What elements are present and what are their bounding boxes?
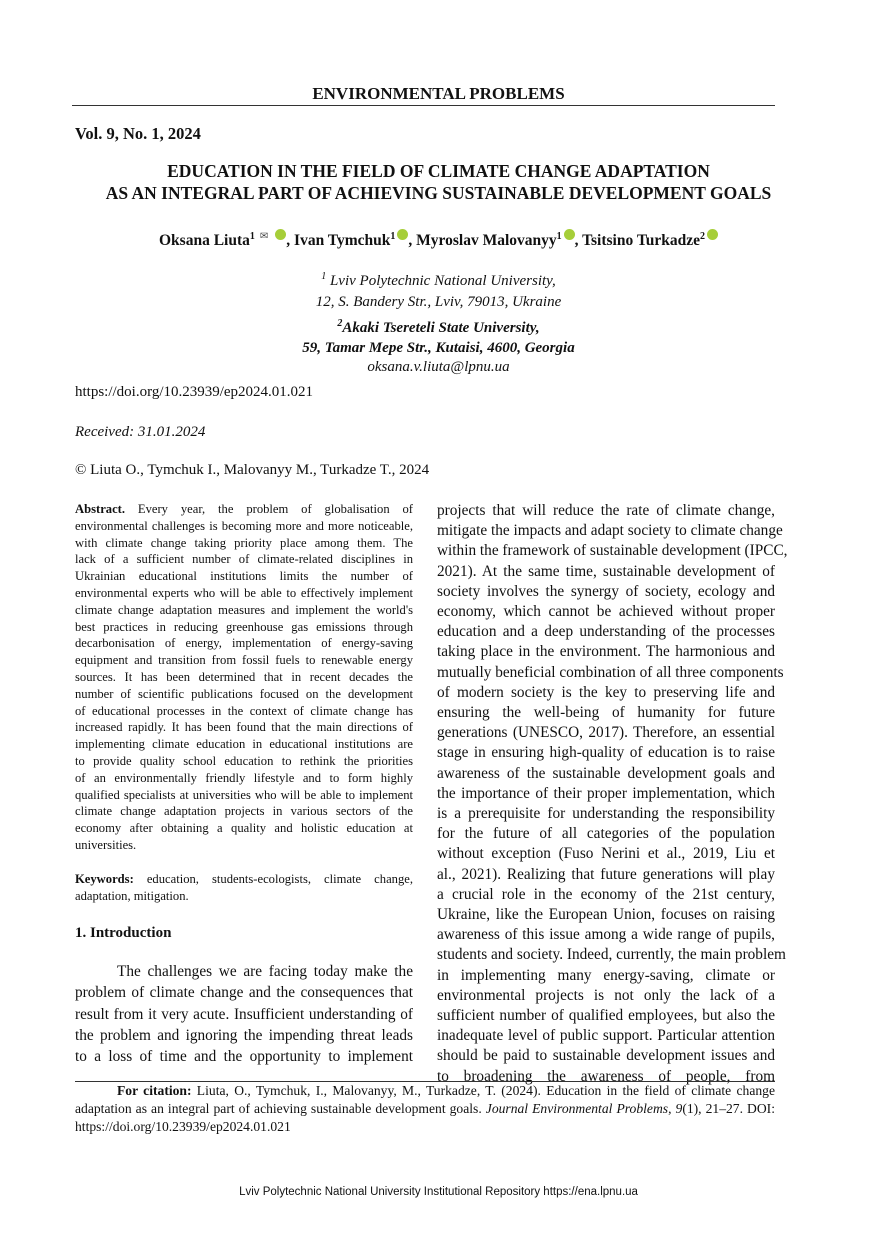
keywords bbox=[75, 871, 413, 905]
text-line: environmental challenges is becoming more and more noticeable, bbox=[75, 518, 413, 533]
text-line: implementing climate education in educational institutions are bbox=[75, 737, 413, 752]
keywords-label: Keywords: bbox=[75, 872, 134, 886]
citation-label: For citation: bbox=[117, 1083, 192, 1098]
author-name: , Tsitsino Turkadze bbox=[574, 232, 700, 250]
text-line: a crucial role in the economy of the 21st century, bbox=[437, 885, 775, 903]
text-line: inadequate level of public support. Particular attention bbox=[437, 1027, 775, 1045]
affiliation-address: 12, S. Bandery Str., Lviv, 79013, Ukraine bbox=[315, 294, 562, 310]
citation-journal: Journal Environmental Problems bbox=[485, 1101, 669, 1116]
text-line: result from it very acute. Insufficient understanding of bbox=[75, 1005, 413, 1023]
journal-name: ENVIRONMENTAL PROBLEMS bbox=[312, 84, 565, 103]
author-affil-sup: 1 bbox=[390, 231, 396, 242]
text-line: society involves the synergy of society, ecology and bbox=[437, 582, 775, 600]
text-line: stage in ensuring high-quality of education is to raise bbox=[437, 744, 775, 762]
orcid-icon[interactable] bbox=[564, 229, 575, 240]
text-line: climate change adaptation measures and implement the world's bbox=[75, 602, 413, 617]
text-line: al., 2021). Realizing that future generations will play bbox=[437, 865, 775, 883]
author-name: , Ivan Tymchuk bbox=[286, 232, 391, 250]
abstract bbox=[75, 501, 413, 854]
text-line: Ukrainian educational institutions limits the number of bbox=[75, 569, 413, 584]
text-line: awareness of this issue among a wide range of pupils, bbox=[437, 926, 775, 944]
text-line: The challenges we are facing today make the bbox=[117, 963, 413, 980]
doi-link[interactable]: https://doi.org/10.23939/ep2024.01.021 bbox=[75, 384, 314, 400]
text-line: sources. It has been determined that in recent decades the bbox=[75, 669, 413, 684]
orcid-icon[interactable] bbox=[397, 229, 408, 240]
text-line: is a prerequisite for understanding the responsibility bbox=[437, 805, 775, 823]
text-line: of educational processes in the context of climate change has bbox=[75, 703, 413, 718]
affil-sup: 2 bbox=[337, 318, 343, 329]
affiliation-address: 59, Tamar Mepe Str., Kutaisi, 4600, Georgia bbox=[302, 340, 575, 356]
text-line: should be paid to sustainable development issues and bbox=[437, 1047, 775, 1065]
received-date: Received: 31.01.2024 bbox=[75, 424, 206, 440]
text-line: lack of a sufficient number of climate-related disciplines in bbox=[75, 552, 413, 567]
text-line: education and a deep understanding of the processes bbox=[437, 623, 775, 641]
repository-footer: Lviv Polytechnic National University Institutional Repository https://ena.lpnu.ua bbox=[239, 1186, 638, 1198]
citation-volume: 9 bbox=[675, 1101, 683, 1116]
text-line: students and society. Indeed, currently, the main problem bbox=[437, 946, 786, 964]
text-line: mutually beneficial combination of all three components bbox=[437, 663, 784, 681]
text-line: environmental projects is not only the lack of a bbox=[437, 986, 775, 1004]
citation-note bbox=[75, 1082, 775, 1136]
author-affil-sup: 2 bbox=[699, 231, 705, 242]
text-line: the problem and ignoring the impending threat leads bbox=[75, 1026, 413, 1044]
right-column-text bbox=[437, 501, 788, 1087]
orcid-icon[interactable] bbox=[707, 229, 718, 240]
text-line: sufficient number of qualified employees, but also the bbox=[437, 1007, 775, 1025]
text-line: economy, which cannot be achieved without proper bbox=[437, 603, 775, 621]
abstract-text: Every year, the problem of globalisation of bbox=[125, 502, 413, 516]
citation-text: , bbox=[668, 1101, 676, 1116]
text-line: to broadening the awareness of people, from bbox=[437, 1067, 775, 1085]
text-line: within the framework of sustainable development (IPCC, bbox=[437, 542, 788, 560]
author-name: Oksana Liuta bbox=[159, 232, 250, 250]
citation-text: (1), 21–27. DOI: https://doi.org/10.23939/ep2024.01.021 bbox=[75, 1101, 775, 1134]
text-line: with climate change taking priority place among them. The bbox=[75, 535, 413, 550]
text-line: without exception (Fuso Nerini et al., 2019, Liu et bbox=[437, 845, 775, 863]
text-line: of modern society is the key to preserving life and bbox=[437, 683, 775, 701]
text-line: generations (UNESCO, 2017). Therefore, an essential bbox=[437, 724, 775, 742]
text-line: increased rapidly. It has been found that the main directions of bbox=[75, 720, 413, 735]
text-line: environmental experts who will be able to effectively implement bbox=[75, 585, 413, 600]
text-line: qualified specialists at universities who will be able to implement bbox=[75, 787, 413, 802]
author-list bbox=[0, 231, 877, 250]
copyright: © Liuta O., Tymchuk I., Malovanyy M., Turkadze T., 2024 bbox=[75, 462, 430, 478]
keywords-text: education, students-ecologists, climate change, adaptation, mitigation. bbox=[75, 872, 413, 903]
text-line: economy after obtaining a quality and holistic education at bbox=[75, 821, 413, 836]
corresponding-email[interactable]: oksana.v.liuta@lpnu.ua bbox=[367, 359, 510, 375]
text-line: ensuring the well-being of humanity for future bbox=[437, 704, 775, 722]
citation-text: Liuta, O., Tymchuk, I., Malovanyy, M., Turkadze, T. (2024). Education in the field of climate change adaptation as an integral part of achieving sustainable development goals. bbox=[75, 1083, 776, 1116]
text-line bbox=[75, 501, 413, 518]
text-line: equipment and transition from fossil fuels to renewable energy bbox=[75, 653, 413, 668]
text-line: in implementing many energy-saving, climate or bbox=[437, 966, 775, 984]
header-rule bbox=[72, 105, 775, 106]
email-icon[interactable]: ✉ bbox=[259, 231, 269, 242]
text-line: climate change adaptation projects in various sectors of the bbox=[75, 804, 413, 819]
text-line: to provide quality school education to rethink the priorities bbox=[75, 753, 413, 768]
text-line: the importance of their proper implementation, which bbox=[437, 784, 775, 802]
text-line: to a loss of time and the opportunity to implement bbox=[75, 1048, 413, 1066]
text-line: mitigate the impacts and adapt society to climate change bbox=[437, 522, 783, 540]
author-affil-sup: 1 bbox=[556, 231, 562, 242]
text-line: for the future of all categories of the population bbox=[437, 825, 775, 843]
text-line: taking place in the environment. The harmonious and bbox=[437, 643, 775, 661]
text-line: problem of climate change and the consequences that bbox=[75, 984, 413, 1002]
article-title bbox=[0, 160, 877, 204]
text-line: projects that will reduce the rate of climate change, bbox=[437, 502, 775, 519]
text-line: awareness of the sustainable development goals and bbox=[437, 764, 775, 782]
text-line: decarbonisation of energy, implementation of energy-saving bbox=[75, 636, 413, 651]
intro-paragraph bbox=[75, 961, 413, 1067]
text-line: 2021). At the same time, sustainable development of bbox=[437, 562, 775, 580]
section-heading: 1. Introduction bbox=[75, 925, 172, 941]
affiliation-name: Akaki Tsereteli State University, bbox=[342, 320, 540, 336]
affil-sup: 1 bbox=[321, 271, 327, 282]
abstract-label: Abstract. bbox=[75, 502, 126, 516]
volume-info: Vol. 9, No. 1, 2024 bbox=[75, 124, 201, 143]
author-name: , Myroslav Malovanyy bbox=[408, 232, 557, 250]
affiliation-name: Lviv Polytechnic National University, bbox=[329, 273, 556, 289]
title-line: EDUCATION IN THE FIELD OF CLIMATE CHANGE ADAPTATION bbox=[167, 161, 710, 181]
text-line: best practices in reducing greenhouse gas emissions through bbox=[75, 619, 413, 634]
affiliations bbox=[0, 266, 877, 378]
author-affil-sup: 1 bbox=[249, 231, 255, 242]
text-line: universities. bbox=[75, 837, 137, 852]
text-line: number of scientific publications focused on the development bbox=[75, 686, 413, 701]
title-line: AS AN INTEGRAL PART OF ACHIEVING SUSTAINABLE DEVELOPMENT GOALS bbox=[105, 183, 772, 203]
text-line: of an environmentally friendly lifestyle and to form highly bbox=[75, 770, 413, 785]
orcid-icon[interactable] bbox=[275, 229, 286, 240]
text-line: Ukraine, like the European Union, focuses on raising bbox=[437, 906, 775, 924]
